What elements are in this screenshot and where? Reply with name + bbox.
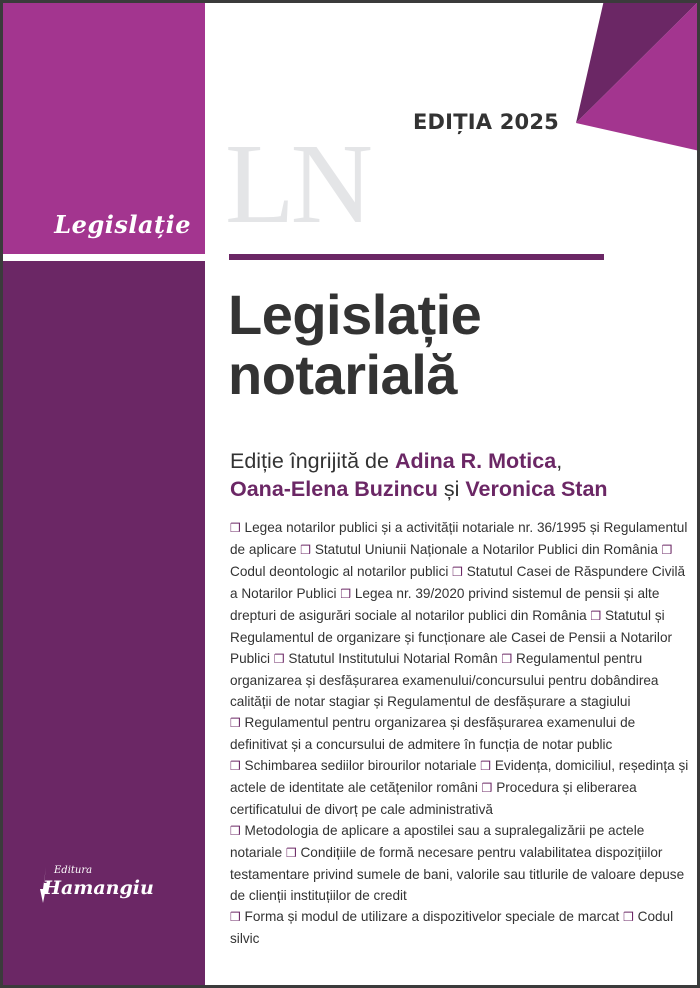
edition-label: EDIȚIA 2025 [413, 110, 559, 134]
title-line-1: Legislație [228, 283, 482, 346]
bullet-box-icon: ❒ [273, 652, 285, 666]
contents-item: Procedura și eliberarea certificatului de divorț pe cale administrativă [230, 780, 637, 817]
side-band [3, 261, 205, 988]
watermark-ln: LN [225, 120, 369, 247]
bullet-box-icon: ❒ [230, 759, 241, 773]
bullet-box-icon: ❒ [230, 716, 241, 730]
bullet-box-icon: ❒ [501, 652, 513, 666]
bullet-box-icon: ❒ [230, 824, 241, 838]
editor-1: Adina R. Motica [394, 449, 557, 473]
bullet-box-icon: ❒ [452, 565, 463, 579]
contents-item: Statutul și Regulamentul de organizare și funcționare ale Casei de Pensii a Notarilor Publici [230, 608, 673, 666]
editors-prefix: Ediție îngrijită de [230, 449, 395, 473]
separator: , [556, 449, 563, 473]
bullet-box-icon: ❒ [481, 781, 493, 795]
editor-2: Oana-Elena Buzincu [230, 477, 438, 501]
contents-list [230, 517, 695, 949]
bullet-box-icon: ❒ [285, 846, 297, 860]
contents-item: Evidența, domiciliul, reședința și actele de identitate ale cetățenilor români [230, 758, 689, 795]
publisher-name: Hamangiu [43, 877, 154, 899]
book-title [228, 285, 481, 405]
contents-item: Regulamentul pentru organizarea și desfășurarea examenului de definitivat și a concursului de admitere în funcția de notar public [230, 715, 636, 752]
contents-item: Codul silvic [230, 909, 674, 946]
bullet-box-icon: ❒ [230, 521, 241, 535]
contents-item: Regulamentul pentru organizarea și desfășurarea examenului/concursului pentru dobândirea calității de notar stagiar și Regulamentul de desfășurare a stagiului [230, 651, 659, 709]
separator: și [437, 477, 466, 501]
bullet-box-icon: ❒ [661, 543, 673, 557]
contents-item: Legea notarilor publici și a activității notariale nr. 36/1995 și Regulamentul de aplicare [230, 520, 688, 557]
contents-item: Schimbarea sediilor birourilor notariale [244, 758, 477, 773]
editors-credit [230, 447, 608, 503]
contents-item: Codul deontologic al notarilor publici [230, 564, 449, 579]
series-label: Legislație [54, 210, 191, 239]
contents-item: Condițiile de formă necesare pentru valabilitatea dispozițiilor testamentare privind sumele de bani, valorile sau titlurile de valoare depuse de clienții instituțiilor de credit [230, 845, 685, 903]
divider-rule [229, 254, 604, 260]
contents-item: Metodologia de aplicare a apostilei sau a supralegalizării pe actele notariale [230, 823, 645, 860]
bullet-box-icon: ❒ [623, 910, 634, 924]
contents-item: Legea nr. 39/2020 privind sistemul de pensii și alte drepturi de asigurări sociale al notarilor publici din România [230, 586, 660, 623]
bullet-box-icon: ❒ [590, 609, 602, 623]
bullet-box-icon: ❒ [230, 910, 241, 924]
publisher-small: Editura [54, 865, 93, 876]
contents-item: Forma și modul de utilizare a dispozitivelor speciale de marcat [244, 909, 620, 924]
title-line-2: notarială [228, 343, 457, 406]
bullet-box-icon: ❒ [480, 759, 492, 773]
contents-item: Statutul Casei de Răspundere Civilă a Notarilor Publici [230, 564, 686, 601]
bullet-box-icon: ❒ [300, 543, 312, 557]
contents-item: Statutul Uniunii Naționale a Notarilor Publici din România [314, 542, 658, 557]
bullet-box-icon: ❒ [340, 587, 352, 601]
contents-item: Statutul Institutului Notarial Român [288, 651, 498, 666]
editor-3: Veronica Stan [465, 477, 608, 501]
